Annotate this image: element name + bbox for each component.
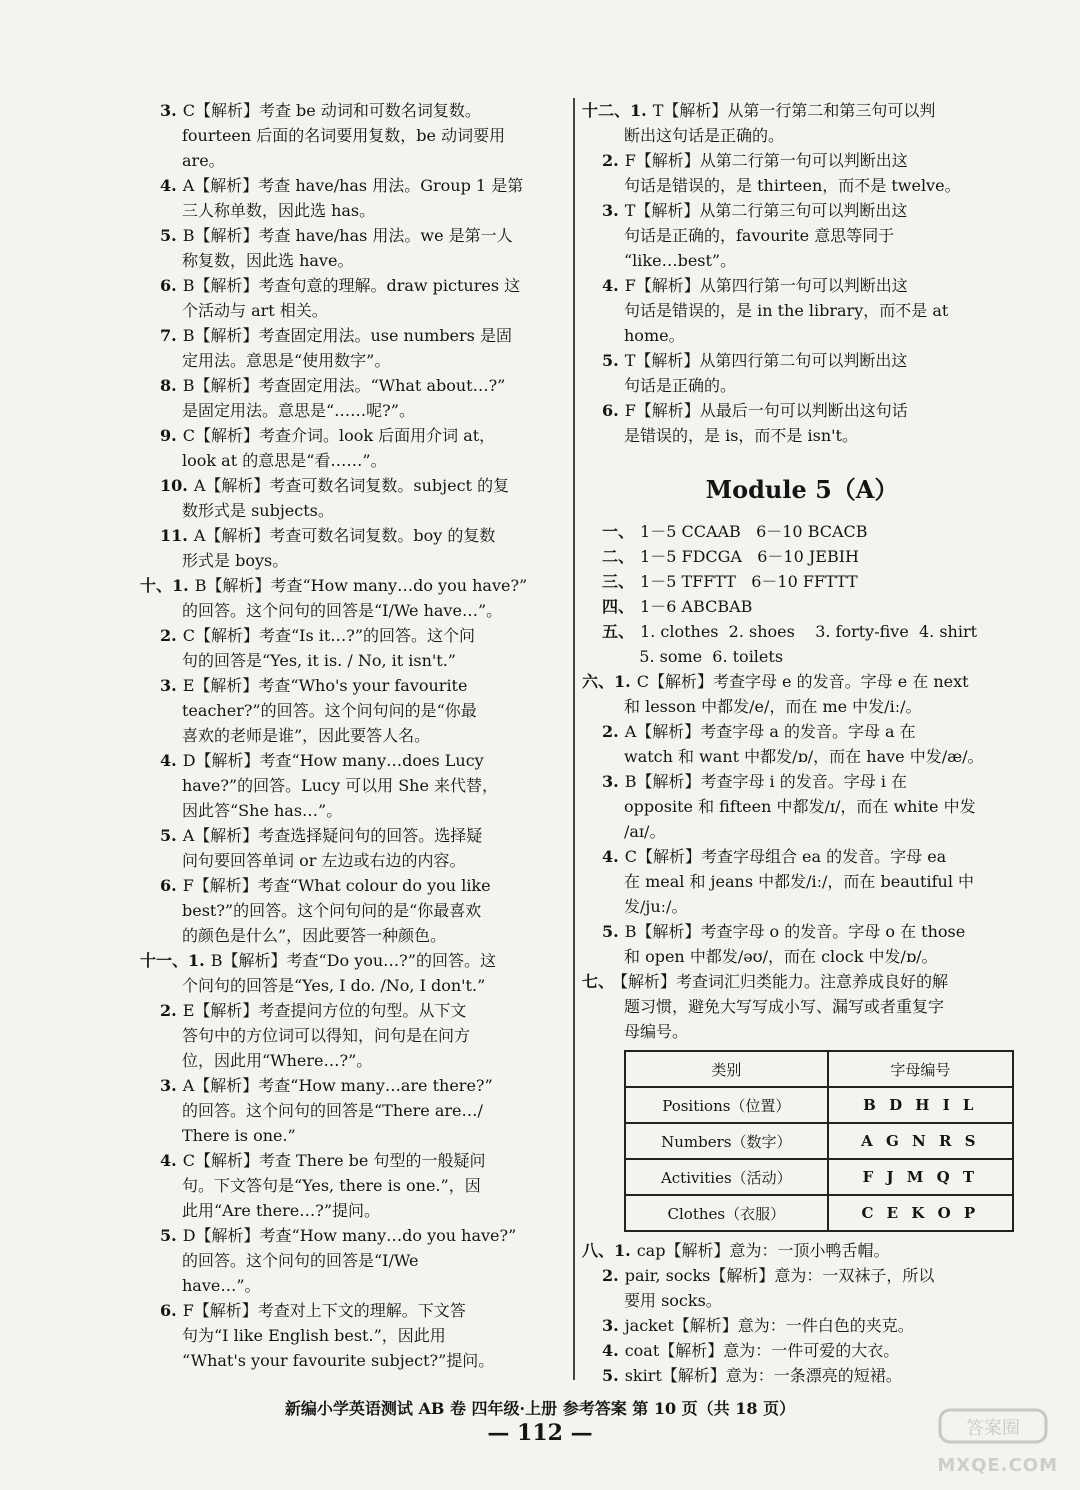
item-continuation: 句的回答是“Yes, it is. / No, it isn't.” (182, 651, 456, 670)
item-number: 4. (602, 276, 619, 295)
item-text: F【解析】从第四行第一句可以判断出这 (624, 276, 908, 295)
item-number: 7. (160, 326, 177, 345)
item-continuation: 题习惯，避免大写写成小写、漏写或者重复字 (624, 997, 945, 1016)
category-table (624, 1050, 1014, 1232)
item-text: C【解析】考查 be 动词和可数名词复数。 (182, 101, 481, 120)
item-number: 5. (160, 826, 177, 845)
item-continuation: “like…best”。 (624, 251, 737, 270)
item-continuation: fourteen 后面的名词要用复数，be 动词要用 (182, 126, 506, 145)
answer-item (140, 1148, 568, 1173)
item-continuation: 的回答。这个问句的回答是“I/We (182, 1251, 419, 1270)
item-text: A【解析】考查选择疑问句的回答。选择疑 (182, 826, 483, 845)
item-text: D【解析】考查“How many…does Lucy (182, 751, 484, 770)
item-text: F【解析】从第二行第一句可以判断出这 (624, 151, 908, 170)
item-continuation: 三人称单数，因此选 has。 (182, 201, 376, 220)
item-continuation: 个问句的回答是“Yes, I do. /No, I don't.” (182, 976, 486, 995)
item-number: 六、1. (582, 672, 631, 691)
item-continuation: There is one.” (182, 1126, 296, 1145)
item-text: B【解析】考查“How many…do you have?” (194, 576, 528, 595)
table-cell-letters: A G N R S (828, 1123, 1013, 1159)
item-number: 3. (160, 676, 177, 695)
item-number: 5. (602, 1366, 619, 1385)
item-number: 八、1. (582, 1241, 631, 1260)
item-continuation: 答句中的方位词可以得知，问句是在问方 (182, 1026, 471, 1045)
item-text: A【解析】考查字母 a 的发音。字母 a 在 (624, 722, 916, 741)
item-text: D【解析】考查“How many…do you have?” (182, 1226, 517, 1245)
item-text: 1－6 ABCBAB (640, 597, 753, 616)
answer-item (140, 373, 568, 398)
item-text: 1－5 FDCGA 6－10 JEBIH (640, 547, 859, 566)
item-text: C【解析】考查 There be 句型的一般疑问 (182, 1151, 486, 1170)
answer-item (140, 823, 568, 848)
item-text: 1－5 CCAAB 6－10 BCACB (640, 522, 868, 541)
watermark-logo-icon (938, 1406, 1048, 1446)
item-text: B【解析】考查固定用法。“What about…?” (182, 376, 506, 395)
answer-item (140, 873, 568, 898)
item-number: 4. (160, 176, 177, 195)
item-text: C【解析】考查“Is it…?”的回答。这个问 (182, 626, 476, 645)
item-text: F【解析】考查对上下文的理解。下文答 (182, 1301, 466, 1320)
item-number: 二、 (602, 547, 635, 566)
item-number: 3. (160, 1076, 177, 1095)
item-text: A【解析】考查可数名词复数。subject 的复 (193, 476, 510, 495)
table-cell-letters: B D H I L (828, 1087, 1013, 1123)
answer-item (140, 998, 568, 1023)
item-continuation: 句话是错误的，是 thirteen，而不是 twelve。 (624, 176, 961, 195)
item-continuation: 要用 socks。 (624, 1291, 722, 1310)
item-text: 1. clothes 2. shoes 3. forty-five 4. shirt (640, 622, 978, 641)
left-column (140, 98, 568, 1373)
page-number: — 112 — (487, 1420, 593, 1446)
item-continuation: 定用法。意思是“使用数字”。 (182, 351, 391, 370)
right-bottom-items (582, 1238, 1022, 1388)
item-text: B【解析】考查句意的理解。draw pictures 这 (182, 276, 521, 295)
item-continuation: are。 (182, 151, 225, 170)
item-continuation: 句话是正确的。 (624, 376, 737, 395)
item-text: C【解析】考查介词。look 后面用介词 at， (182, 426, 496, 445)
answer-item (140, 173, 568, 198)
answer-item (140, 523, 568, 548)
right-answer-items (582, 519, 1022, 1044)
item-text: C【解析】考查字母组合 ea 的发音。字母 ea (624, 847, 947, 866)
answer-item (582, 1313, 1022, 1338)
item-number: 6. (160, 1301, 177, 1320)
item-continuation: 的回答。这个问句的回答是“There are…/ (182, 1101, 483, 1120)
answer-item (582, 619, 1022, 644)
item-number: 十二、1. (582, 101, 647, 120)
item-number: 6. (602, 401, 619, 420)
item-number: 十、1. (140, 576, 189, 595)
item-text: C【解析】考查字母 e 的发音。字母 e 在 next (636, 672, 969, 691)
right-top-items (582, 98, 1022, 448)
item-continuation: watch 和 want 中都发/ɒ/，而在 have 中发/æ/。 (624, 747, 984, 766)
item-number: 4. (160, 1151, 177, 1170)
answer-item (140, 948, 568, 973)
item-continuation: 断出这句话是正确的。 (624, 126, 785, 145)
item-continuation: 句为“I like English best.”，因此用 (182, 1326, 446, 1345)
answer-item (582, 919, 1022, 944)
item-continuation: 数形式是 subjects。 (182, 501, 334, 520)
answer-item (140, 473, 568, 498)
answer-item (140, 1298, 568, 1323)
item-text: cap【解析】意为：一顶小鸭舌帽。 (636, 1241, 890, 1260)
answer-item (582, 1263, 1022, 1288)
item-text: B【解析】考查固定用法。use numbers 是固 (182, 326, 512, 345)
item-text: coat【解析】意为：一件可爱的大衣。 (624, 1341, 900, 1360)
answer-item (582, 273, 1022, 298)
answer-item (582, 719, 1022, 744)
answer-item (140, 573, 568, 598)
item-text: 【解析】考查词汇归类能力。注意养成良好的解 (620, 972, 949, 991)
watermark-logo-text: 答案圈 (966, 1418, 1020, 1439)
item-text: pair, socks【解析】意为：一双袜子，所以 (624, 1266, 935, 1285)
item-continuation: best?”的回答。这个问句问的是“你最喜欢 (182, 901, 482, 920)
answer-item (140, 323, 568, 348)
item-number: 4. (160, 751, 177, 770)
item-number: 5. (160, 1226, 177, 1245)
item-number: 2. (602, 1266, 619, 1285)
answer-item (140, 1223, 568, 1248)
item-text: T【解析】从第一行第二和第三句可以判 (652, 101, 936, 120)
item-text: E【解析】考查“Who's your favourite (182, 676, 468, 695)
item-continuation: 发/juː/。 (624, 897, 688, 916)
item-continuation: /aɪ/。 (624, 822, 666, 841)
table-cell-category: Positions（位置） (625, 1087, 828, 1123)
answer-item (582, 1238, 1022, 1263)
item-continuation: 句。下文答句是“Yes, there is one.”，因 (182, 1176, 481, 1195)
answer-item (582, 1338, 1022, 1363)
item-text: F【解析】从最后一句可以判断出这句话 (624, 401, 908, 420)
table-cell-category: Clothes（衣服） (625, 1195, 828, 1231)
table-cell-category: Activities（活动） (625, 1159, 828, 1195)
item-number: 三、 (602, 572, 635, 591)
item-number: 10. (160, 476, 188, 495)
answer-item (140, 423, 568, 448)
answer-item (582, 569, 1022, 594)
answer-item (140, 273, 568, 298)
item-continuation: home。 (624, 326, 685, 345)
item-text: T【解析】从第二行第三句可以判断出这 (624, 201, 908, 220)
item-continuation: have…”。 (182, 1276, 261, 1295)
item-text: E【解析】考查提问方位的句型。从下文 (182, 1001, 467, 1020)
item-number: 十一、1. (140, 951, 205, 970)
table-row (625, 1195, 1013, 1231)
item-continuation: look at 的意思是“看……”。 (182, 451, 387, 470)
item-text: 1－5 TFFTT 6－10 FFTTT (640, 572, 858, 591)
item-continuation: 5. some 6. toilets (624, 647, 784, 666)
item-number: 3. (602, 201, 619, 220)
item-number: 5. (160, 226, 177, 245)
item-number: 4. (602, 847, 619, 866)
item-text: skirt【解析】意为：一条漂亮的短裙。 (624, 1366, 902, 1385)
item-number: 5. (602, 922, 619, 941)
item-number: 七、 (582, 972, 615, 991)
item-number: 2. (602, 722, 619, 741)
item-continuation: 和 open 中都发/əʊ/，而在 clock 中发/ɒ/。 (624, 947, 938, 966)
item-number: 2. (602, 151, 619, 170)
item-number: 2. (160, 626, 177, 645)
answer-item (582, 844, 1022, 869)
item-continuation: 是固定用法。意思是“……呢?”。 (182, 401, 415, 420)
item-continuation: 因此答“She has…”。 (182, 801, 343, 820)
answer-item (140, 673, 568, 698)
item-number: 9. (160, 426, 177, 445)
answer-item (582, 669, 1022, 694)
item-text: B【解析】考查字母 i 的发音。字母 i 在 (624, 772, 908, 791)
item-number: 3. (602, 772, 619, 791)
item-number: 5. (602, 351, 619, 370)
item-number: 2. (160, 1001, 177, 1020)
answer-item (582, 98, 1022, 123)
item-text: T【解析】从第四行第二句可以判断出这 (624, 351, 908, 370)
item-text: jacket【解析】意为：一件白色的夹克。 (624, 1316, 914, 1335)
answer-item (582, 769, 1022, 794)
table-header-cell: 类别 (625, 1051, 828, 1087)
watermark (918, 1406, 1058, 1476)
item-number: 3. (160, 101, 177, 120)
module-title: Module 5（A） (705, 475, 899, 504)
answer-item (582, 148, 1022, 173)
item-number: 3. (602, 1316, 619, 1335)
table-cell-letters: F J M Q T (828, 1159, 1013, 1195)
item-continuation: 问句要回答单词 or 左边或右边的内容。 (182, 851, 466, 870)
column-divider (573, 98, 575, 1380)
item-continuation: 句话是正确的，favourite 意思等同于 (624, 226, 895, 245)
answer-item (582, 1363, 1022, 1388)
item-continuation: 在 meal 和 jeans 中都发/iː/，而在 beautiful 中 (624, 872, 975, 891)
right-column (582, 98, 1022, 1388)
answer-item (140, 98, 568, 123)
item-continuation: 和 lesson 中都发/e/，而在 me 中发/iː/。 (624, 697, 922, 716)
item-text: B【解析】考查字母 o 的发音。字母 o 在 those (624, 922, 966, 941)
item-continuation: 此用“Are there…?”提问。 (182, 1201, 381, 1220)
item-text: B【解析】考查“Do you…?”的回答。这 (210, 951, 496, 970)
item-text: A【解析】考查可数名词复数。boy 的复数 (193, 526, 496, 545)
answer-item (582, 519, 1022, 544)
answer-item (140, 1073, 568, 1098)
answer-item (140, 748, 568, 773)
item-number: 8. (160, 376, 177, 395)
item-number: 4. (602, 1341, 619, 1360)
table-header-row (625, 1051, 1013, 1087)
item-continuation: 的颜色是什么”，因此要答一种颜色。 (182, 926, 447, 945)
answer-item (582, 398, 1022, 423)
answer-item (582, 594, 1022, 619)
table-cell-letters: C E K O P (828, 1195, 1013, 1231)
table-cell-category: Numbers（数字） (625, 1123, 828, 1159)
item-number: 四、 (602, 597, 635, 616)
answer-item (140, 223, 568, 248)
item-number: 6. (160, 276, 177, 295)
answer-item (582, 544, 1022, 569)
item-number: 11. (160, 526, 188, 545)
item-continuation: 称复数，因此选 have。 (182, 251, 354, 270)
item-continuation: 句话是错误的，是 in the library，而不是 at (624, 301, 949, 320)
item-text: A【解析】考查“How many…are there?” (182, 1076, 493, 1095)
item-continuation: opposite 和 fifteen 中都发/ɪ/，而在 white 中发 (624, 797, 976, 816)
footer-info: 新编小学英语测试 AB 卷 四年级·上册 参考答案 第 10 页（共 18 页） (284, 1399, 796, 1418)
item-number: 一、 (602, 522, 635, 541)
answer-item (582, 969, 1022, 994)
item-continuation: have?”的回答。Lucy 可以用 She 来代替， (182, 776, 499, 795)
item-number: 五、 (602, 622, 635, 641)
item-text: F【解析】考查“What colour do you like (182, 876, 491, 895)
item-continuation: 喜欢的老师是谁”，因此要答人名。 (182, 726, 431, 745)
item-text: B【解析】考查 have/has 用法。we 是第一人 (182, 226, 513, 245)
answer-item (582, 348, 1022, 373)
table-row (625, 1123, 1013, 1159)
table-row (625, 1087, 1013, 1123)
answer-item (140, 623, 568, 648)
item-continuation: 是错误的，是 is，而不是 isn't。 (624, 426, 858, 445)
table-header-cell: 字母编号 (828, 1051, 1013, 1087)
answer-item (582, 198, 1022, 223)
watermark-text: MXQE.COM (937, 1455, 1058, 1476)
item-continuation: “What's your favourite subject?”提问。 (182, 1351, 495, 1370)
item-text: A【解析】考查 have/has 用法。Group 1 是第 (182, 176, 524, 195)
item-continuation: 位，因此用“Where…?”。 (182, 1051, 373, 1070)
item-continuation: 形式是 boys。 (182, 551, 289, 570)
item-continuation: 个活动与 art 相关。 (182, 301, 328, 320)
item-continuation: teacher?”的回答。这个问句问的是“你最 (182, 701, 477, 720)
item-continuation: 母编号。 (624, 1022, 689, 1041)
item-number: 6. (160, 876, 177, 895)
table-row (625, 1159, 1013, 1195)
item-continuation: 的回答。这个问句的回答是“I/We have…”。 (182, 601, 503, 620)
